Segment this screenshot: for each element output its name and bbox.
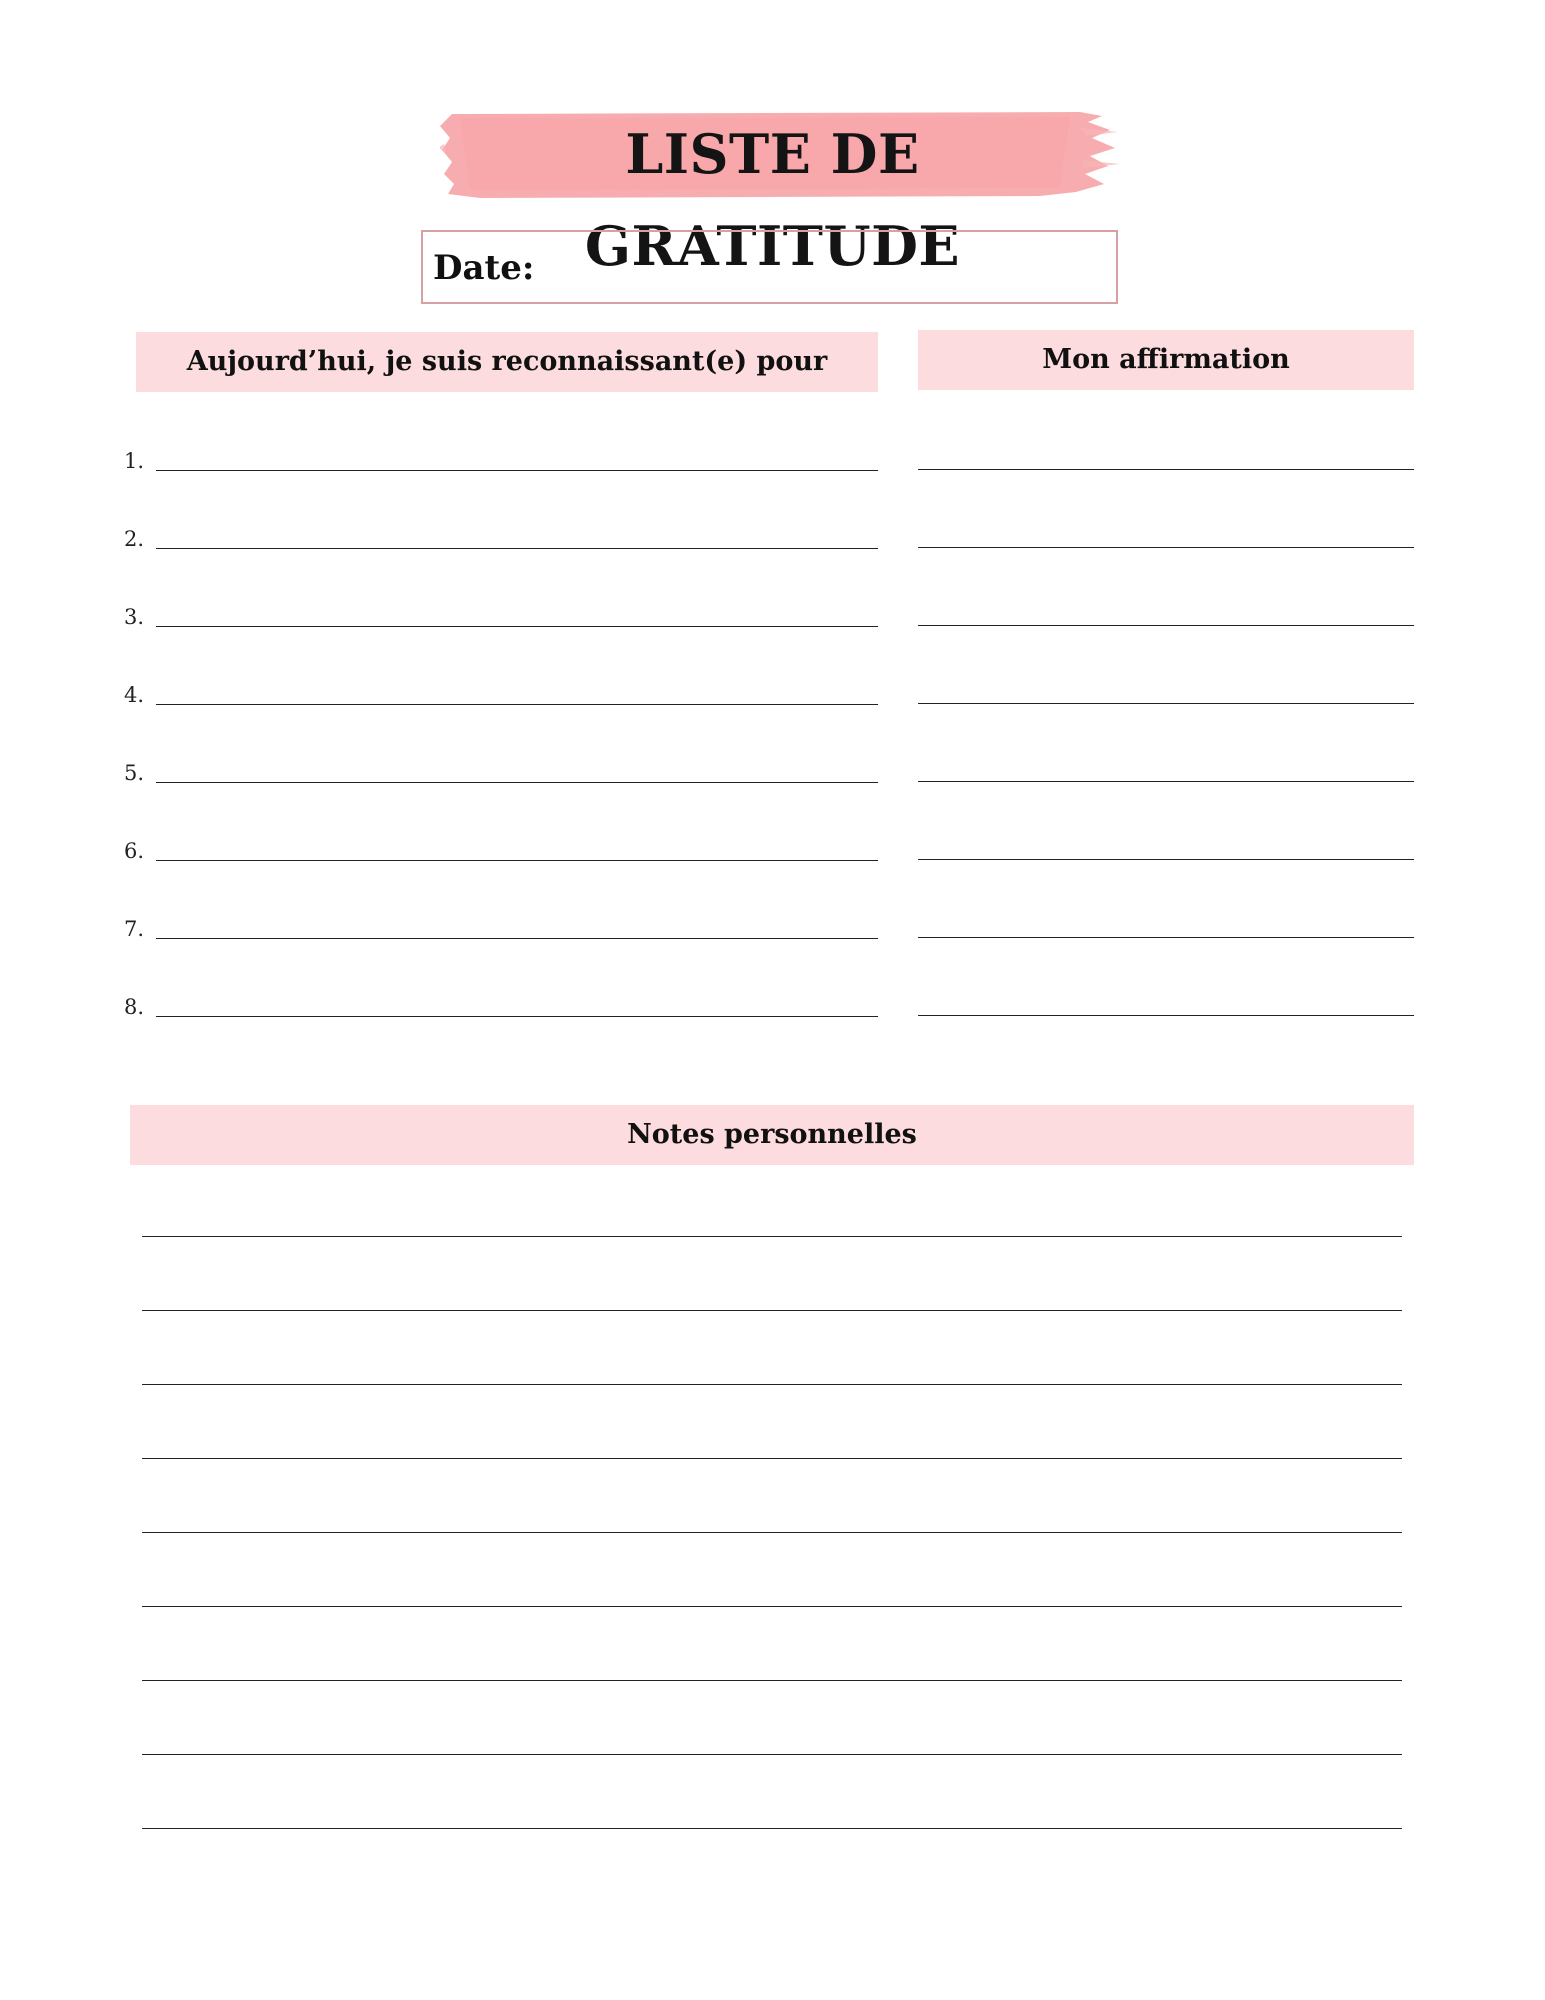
writing-line	[156, 1016, 878, 1017]
notes-section-header: Notes personnelles	[130, 1105, 1414, 1165]
affirmation-section-header: Mon affirmation	[918, 330, 1414, 390]
gratitude-line-5[interactable]	[124, 753, 878, 783]
gratitude-number: 6.	[124, 839, 145, 863]
writing-line	[156, 860, 878, 861]
affirmation-line-4[interactable]	[918, 703, 1414, 704]
gratitude-number: 4.	[124, 683, 145, 707]
gratitude-number: 2.	[124, 527, 145, 551]
notes-line-2[interactable]	[142, 1310, 1402, 1311]
notes-line-3[interactable]	[142, 1384, 1402, 1385]
writing-line	[156, 548, 878, 549]
affirmation-line-6[interactable]	[918, 859, 1414, 860]
affirmation-line-3[interactable]	[918, 625, 1414, 626]
page-title: LISTE DE GRATITUDE	[584, 122, 961, 278]
gratitude-line-3[interactable]	[124, 597, 878, 627]
notes-line-4[interactable]	[142, 1458, 1402, 1459]
gratitude-section-header: Aujourd’hui, je suis reconnaissant(e) pour	[136, 332, 878, 392]
gratitude-number: 1.	[124, 449, 145, 473]
notes-line-1[interactable]	[142, 1236, 1402, 1237]
affirmation-line-2[interactable]	[918, 547, 1414, 548]
writing-line	[156, 470, 878, 471]
gratitude-line-2[interactable]	[124, 519, 878, 549]
gratitude-line-6[interactable]	[124, 831, 878, 861]
writing-line	[156, 938, 878, 939]
notes-line-6[interactable]	[142, 1606, 1402, 1607]
affirmation-line-8[interactable]	[918, 1015, 1414, 1016]
gratitude-number: 7.	[124, 917, 145, 941]
notes-line-7[interactable]	[142, 1680, 1402, 1681]
gratitude-line-8[interactable]	[124, 987, 878, 1017]
date-label: Date:	[433, 248, 535, 288]
notes-line-5[interactable]	[142, 1532, 1402, 1533]
notes-line-9[interactable]	[142, 1828, 1402, 1829]
gratitude-number: 8.	[124, 995, 145, 1019]
affirmation-line-5[interactable]	[918, 781, 1414, 782]
gratitude-number: 5.	[124, 761, 145, 785]
gratitude-number: 3.	[124, 605, 145, 629]
writing-line	[156, 626, 878, 627]
date-field[interactable]	[421, 230, 1118, 304]
writing-line	[156, 704, 878, 705]
notes-line-8[interactable]	[142, 1754, 1402, 1755]
gratitude-line-4[interactable]	[124, 675, 878, 705]
gratitude-line-1[interactable]	[124, 441, 878, 471]
writing-line	[156, 782, 878, 783]
gratitude-line-7[interactable]	[124, 909, 878, 939]
affirmation-line-7[interactable]	[918, 937, 1414, 938]
affirmation-line-1[interactable]	[918, 469, 1414, 470]
